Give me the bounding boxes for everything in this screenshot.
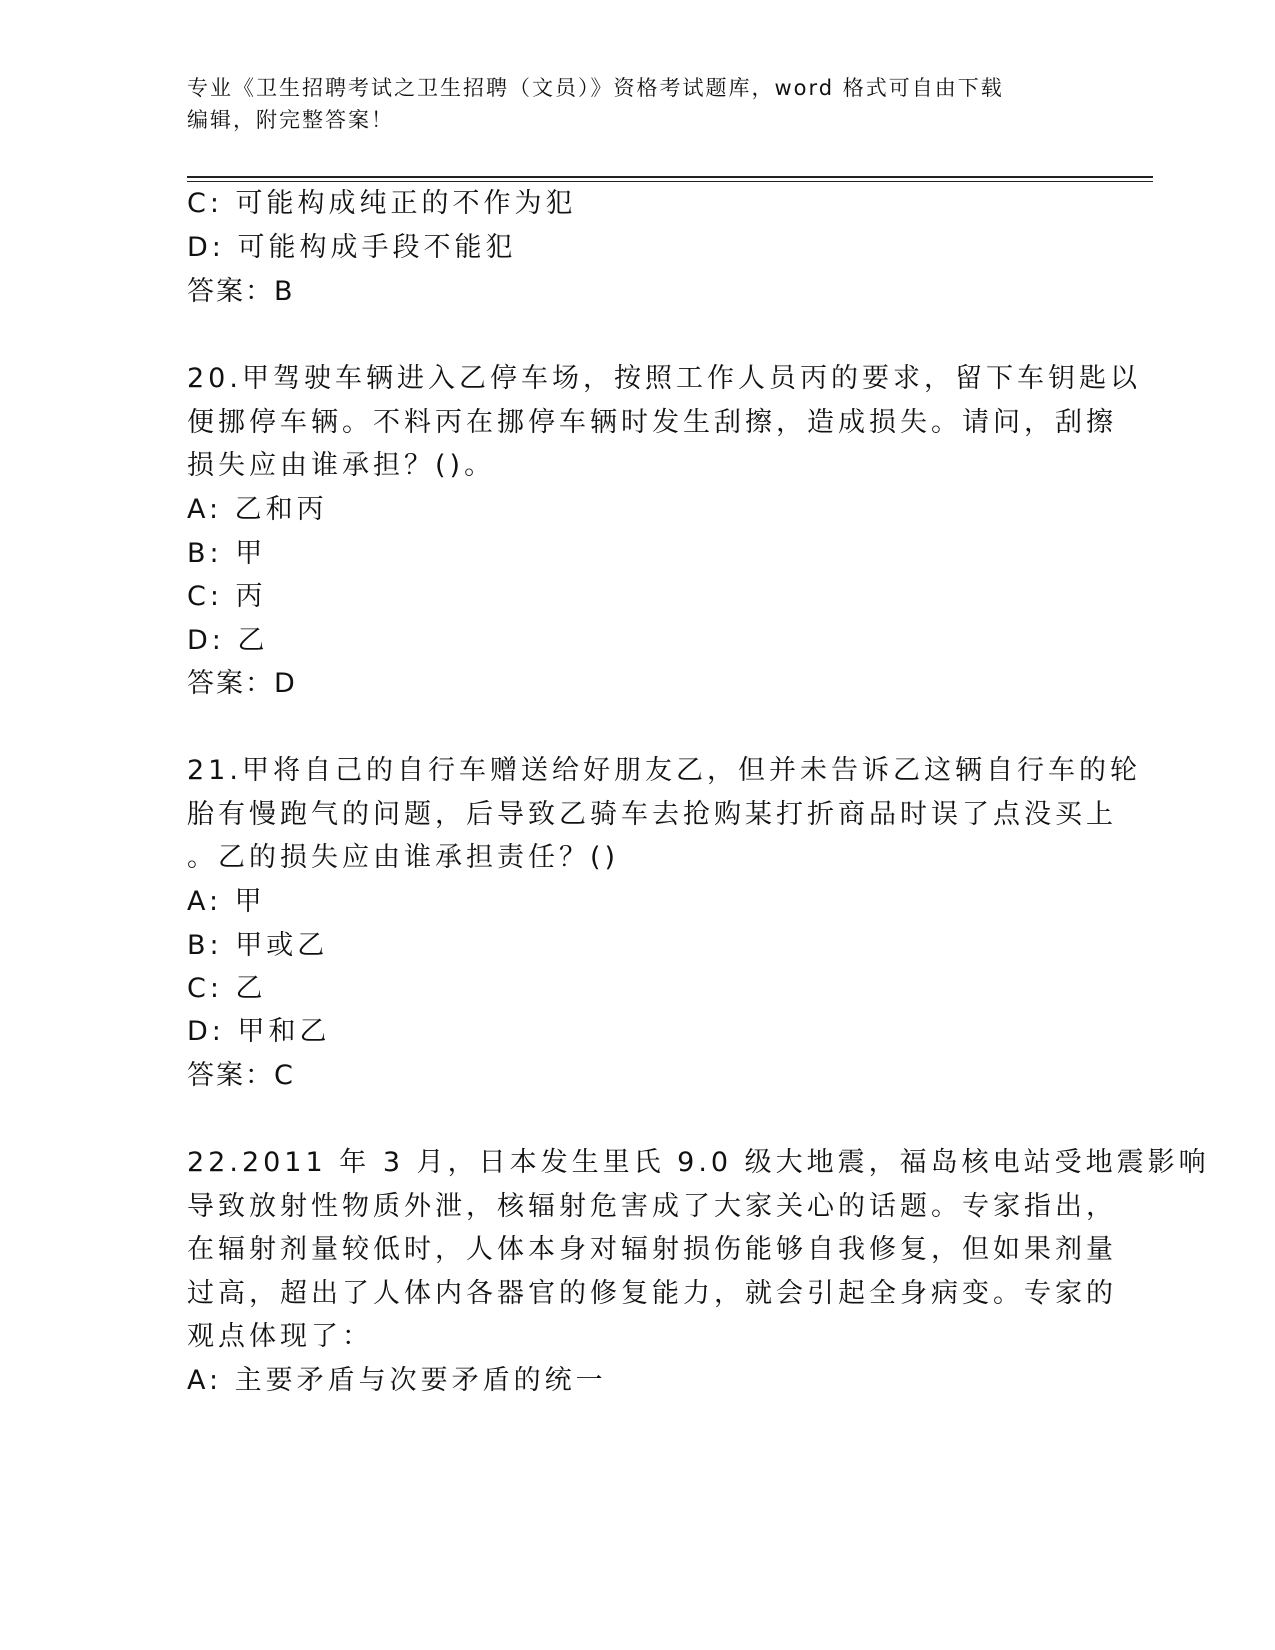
question-text-line: 。乙的损失应由谁承担责任？() — [187, 842, 620, 873]
question-text-line: 22.2011 年 3 月，日本发生里氏 9.0 级大地震，福岛核电站受地震影响 — [187, 1147, 1210, 1178]
option-a: A: 主要矛盾与次要矛盾的统一 — [187, 1365, 607, 1396]
header-divider-thin — [187, 181, 1153, 182]
option-c: C: 可能构成纯正的不作为犯 — [187, 188, 577, 219]
option-c: C: 乙 — [187, 973, 267, 1004]
option-a: A: 甲 — [187, 886, 266, 917]
title-line-2: 编辑，附完整答案！ — [187, 108, 394, 132]
title-line-1: 专业《卫生招聘考试之卫生招聘（文员）》资格考试题库，word 格式可自由下载 — [187, 76, 1004, 100]
option-b: B: 甲或乙 — [187, 930, 329, 961]
option-d: D: 可能构成手段不能犯 — [187, 232, 517, 263]
answer: 答案：D — [187, 668, 297, 699]
answer: 答案：B — [187, 276, 295, 307]
question-text-line: 观点体现了： — [187, 1321, 373, 1352]
question-text-line: 便挪停车辆。不料丙在挪停车辆时发生刮擦，造成损失。请问，刮擦 — [187, 407, 1117, 438]
question-text-line: 损失应由谁承担？()。 — [187, 450, 496, 481]
option-d: D: 甲和乙 — [187, 1016, 331, 1047]
answer: 答案：C — [187, 1060, 295, 1091]
question-text-line: 胎有慢跑气的问题，后导致乙骑车去抢购某打折商品时误了点没买上 — [187, 799, 1117, 830]
question-text-line: 导致放射性物质外泄，核辐射危害成了大家关心的话题。专家指出， — [187, 1191, 1117, 1222]
option-d: D: 乙 — [187, 625, 269, 656]
option-b: B: 甲 — [187, 538, 267, 569]
question-text-line: 在辐射剂量较低时，人体本身对辐射损伤能够自我修复，但如果剂量 — [187, 1234, 1117, 1265]
question-text-line: 20.甲驾驶车辆进入乙停车场，按照工作人员丙的要求，留下车钥匙以 — [187, 363, 1141, 394]
option-c: C: 丙 — [187, 581, 267, 612]
question-text-line: 过高，超出了人体内各器官的修复能力，就会引起全身病变。专家的 — [187, 1278, 1117, 1309]
document-title — [187, 72, 1087, 136]
header-divider-thick — [187, 176, 1153, 178]
option-a: A: 乙和丙 — [187, 494, 328, 525]
question-text-line: 21.甲将自己的自行车赠送给好朋友乙，但并未告诉乙这辆自行车的轮 — [187, 755, 1141, 786]
